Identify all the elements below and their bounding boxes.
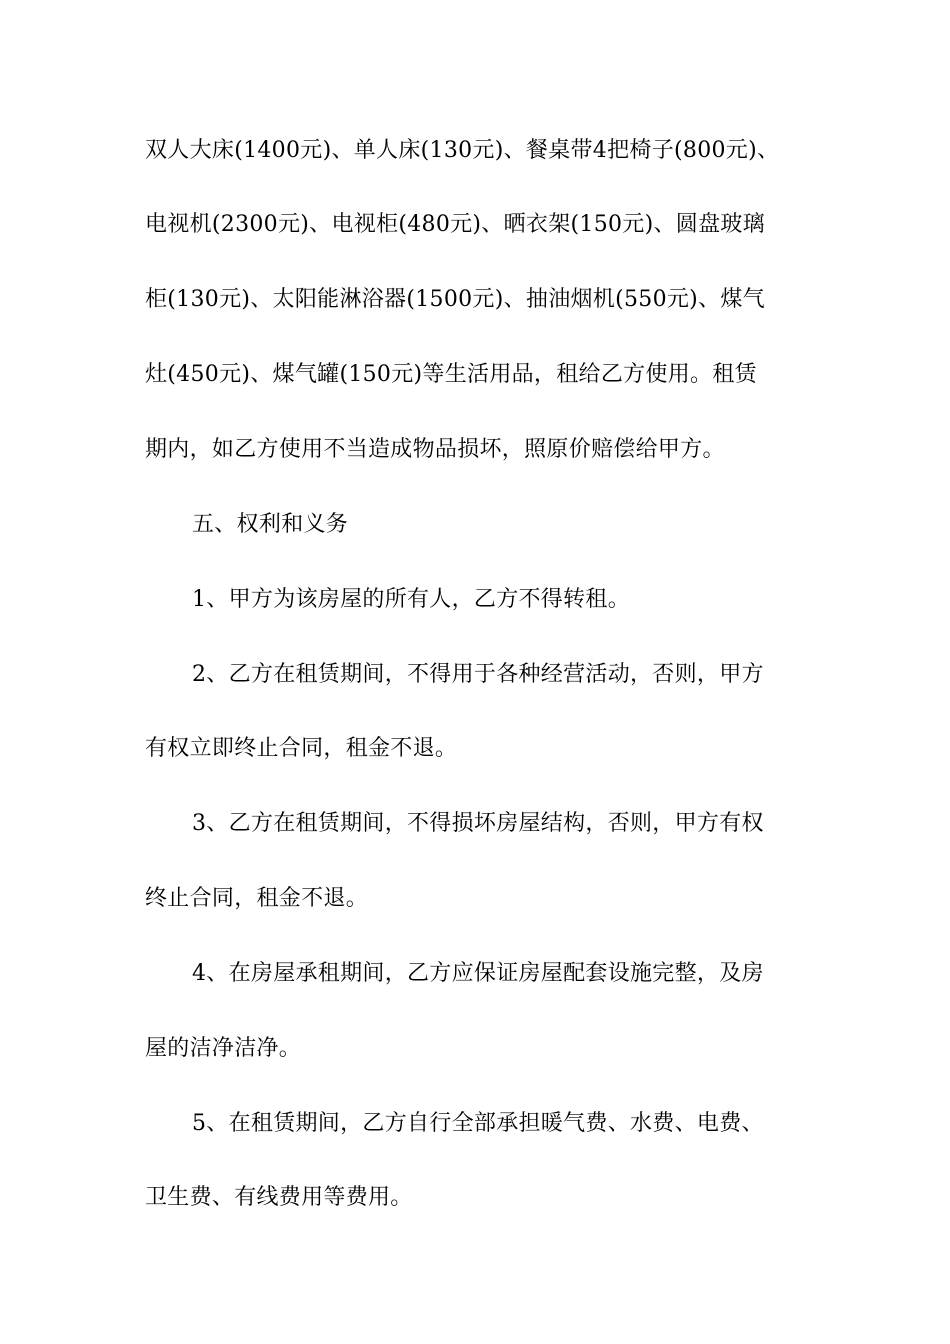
clause-item: 1、甲方为该房屋的所有人，乙方不得转租。 — [192, 587, 630, 612]
text-line: 双人大床(1400元)、单人床(130元)、餐桌带4把椅子(800元)、 — [145, 138, 780, 163]
clause-item: 3、乙方在租赁期间，不得损坏房屋结构，否则，甲方有权 — [192, 811, 764, 836]
clause-item: 4、在房屋承租期间，乙方应保证房屋配套设施完整，及房 — [192, 961, 764, 986]
text-line: 终止合同，租金不退。 — [145, 886, 369, 911]
text-line: 有权立即终止合同，租金不退。 — [145, 736, 458, 761]
text-line: 卫生费、有线费用等费用。 — [145, 1185, 413, 1210]
clause-item: 5、在租赁期间，乙方自行全部承担暖气费、水费、电费、 — [192, 1111, 764, 1136]
text-line: 电视机(2300元)、电视柜(480元)、晒衣架(150元)、圆盘玻璃 — [145, 212, 765, 237]
text-line: 期内，如乙方使用不当造成物品损坏，照原价赔偿给甲方。 — [145, 437, 725, 462]
section-heading: 五、权利和义务 — [192, 512, 349, 537]
text-line: 灶(450元)、煤气罐(150元)等生活用品，租给乙方使用。租赁 — [145, 362, 757, 387]
text-line: 柜(130元)、太阳能淋浴器(1500元)、抽油烟机(550元)、煤气 — [145, 287, 765, 312]
text-line: 屋的洁净洁净。 — [145, 1036, 302, 1061]
clause-item: 2、乙方在租赁期间，不得用于各种经营活动，否则，甲方 — [192, 662, 764, 687]
